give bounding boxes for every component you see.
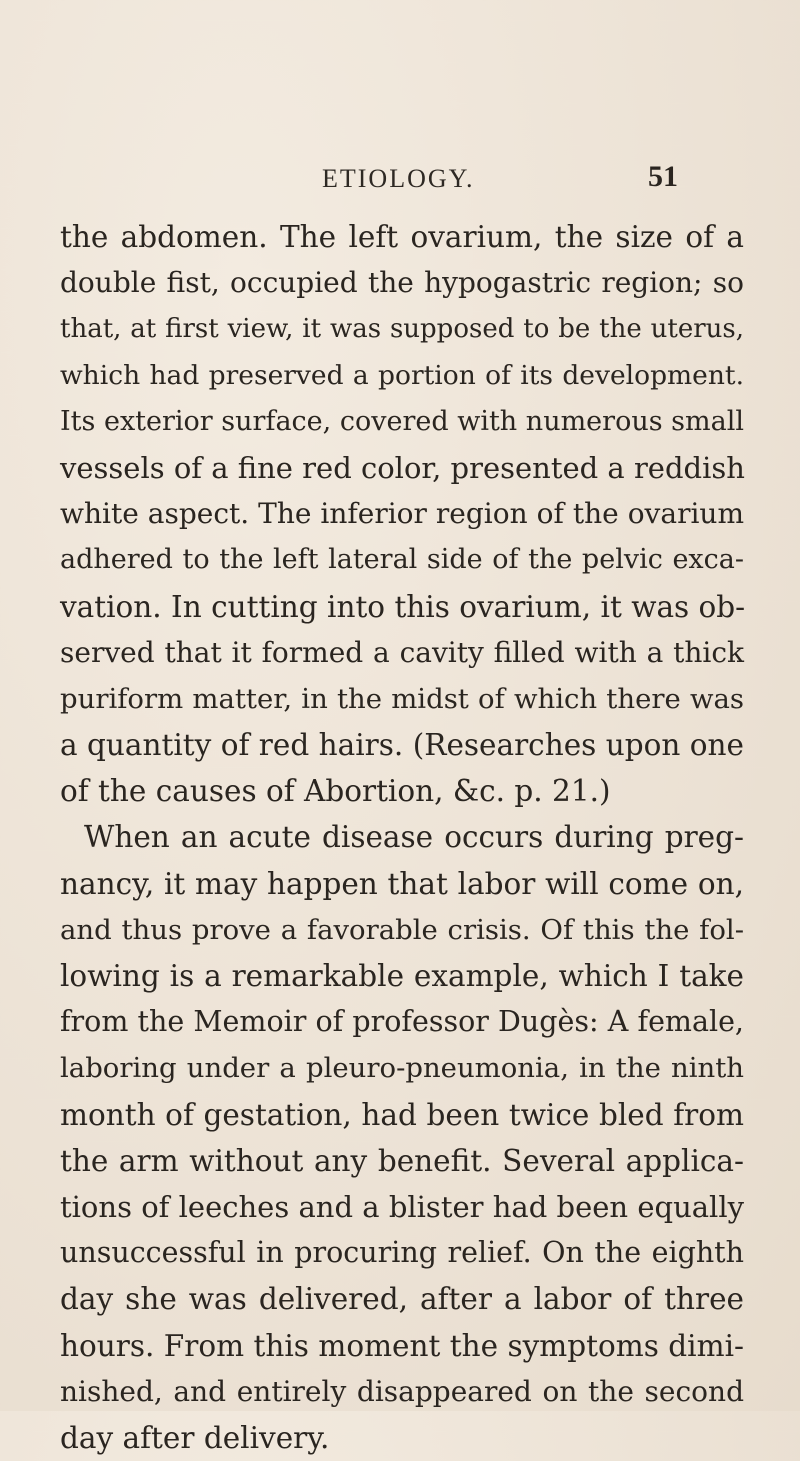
text-line: of the causes of Abortion, &c. p. 21.) [60,774,611,809]
text-line: white aspect. The inferior region of the ovarium [60,497,744,531]
text-line: the abdomen. The left ovarium, the size of a [60,220,744,254]
text-line: vation. In cutting into this ovarium, it was ob- [60,589,746,624]
text-line: unsuccessful in procuring relief. On the eighth [60,1236,744,1270]
text-line: a quantity of red hairs. (Researches upon one [60,728,744,763]
page-number: 51 [648,160,678,193]
text-line: served that it formed a cavity filled with a thick [60,635,744,669]
text-line: puriform matter, in the midst of which there was [60,682,744,715]
running-head [0,160,800,204]
text-line: day she was delivered, after a labor of three [60,1282,744,1317]
text-line: double fist, occupied the hypogastric region; so [60,266,744,300]
text-line: nancy, it may happen that labor will come on, [60,866,744,901]
text-line: vessels of a fine red color, presented a reddish [60,450,745,485]
text-line: day after delivery. [60,1420,330,1455]
text-line: Its exterior surface, covered with numerous small [60,405,744,437]
body-text [60,214,744,1461]
text-line: from the Memoir of professor Dugès: A female, [60,1005,744,1039]
text-line: When an acute disease occurs during preg- [84,820,744,855]
text-line: the arm without any benefit. Several applica- [60,1143,744,1178]
text-line: adhered to the left lateral side of the pelvic exca- [60,544,744,576]
text-line: hours. From this moment the symptoms dimi- [60,1328,744,1363]
text-line: tions of leeches and a blister had been equally [60,1189,744,1224]
text-line: and thus prove a favorable crisis. Of this the fol- [60,913,744,946]
text-line: which had preserved a portion of its development. [60,359,744,391]
text-line: nished, and entirely disappeared on the second [60,1374,744,1408]
text-line: that, at first view, it was supposed to be the uterus, [60,314,744,345]
running-title: ETIOLOGY. [322,164,475,193]
text-line: month of gestation, had been twice bled from [60,1097,744,1132]
text-line: laboring under a pleuro-pneumonia, in the ninth [60,1052,744,1085]
text-line: lowing is a remarkable example, which I take [60,959,744,993]
